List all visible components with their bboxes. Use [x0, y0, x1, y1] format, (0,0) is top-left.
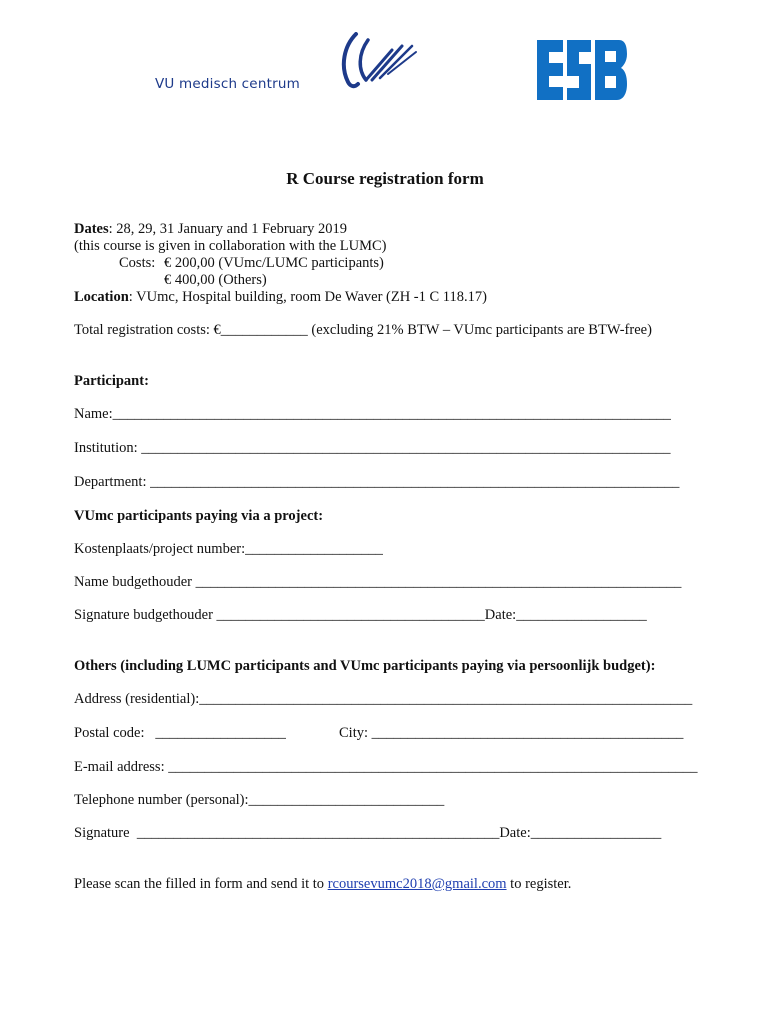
city-field[interactable]: City: ___________________________________________ [339, 725, 684, 741]
cost-others: € 400,00 (Others) [164, 272, 267, 288]
location-value: : VUmc, Hospital building, room De Waver (ZH -1 C 118.17) [128, 289, 487, 305]
dates-line [74, 221, 347, 238]
dates-label: Dates [74, 221, 109, 237]
budgethouder-field[interactable]: Name budgethouder ___________________________________________________________________ [74, 574, 682, 590]
vumc-heading: VUmc participants paying via a project: [74, 508, 324, 524]
email-field[interactable]: E-mail address: _________________________________________________________________________ [74, 759, 698, 775]
dates-value: : 28, 29, 31 January and 1 February 2019 [108, 221, 348, 237]
telephone-field[interactable]: Telephone number (personal):___________________________ [74, 792, 445, 808]
email-link[interactable]: rcoursevumc2018@gmail.com [327, 876, 507, 892]
vu-logo-mark [336, 32, 418, 97]
address-field[interactable]: Address (residential):____________________________________________________________________ [74, 691, 693, 707]
footer-text-after: to register. [506, 876, 572, 892]
collab-note: (this course is given in collaboration with the LUMC) [74, 238, 387, 254]
kostenplaats-field[interactable]: Kostenplaats/project number:___________________ [74, 541, 383, 557]
vu-logo-text: VU medisch centrum [155, 76, 300, 92]
budgethouder-signature-field[interactable]: Signature budgethouder _____________________________________Date:__________________ [74, 607, 647, 623]
location-label: Location [74, 289, 129, 305]
institution-field[interactable]: Institution: _________________________________________________________________________ [74, 440, 671, 456]
footer-instruction [74, 876, 571, 893]
department-field[interactable]: Department: _________________________________________________________________________ [74, 474, 680, 490]
cost-vumc-lumc: € 200,00 (VUmc/LUMC participants) [164, 255, 384, 271]
participant-heading: Participant: [74, 373, 149, 389]
footer-text-before: Please scan the filled in form and send it to [74, 876, 328, 892]
esb-logo [535, 38, 629, 107]
total-costs-field[interactable]: Total registration costs: €____________ (excluding 21% BTW – VUmc participants are BTW-free) [74, 322, 652, 338]
name-field[interactable]: Name:_____________________________________________________________________________ [74, 406, 671, 422]
postal-code-field[interactable]: Postal code: __________________ [74, 725, 286, 741]
others-signature-field[interactable]: Signature __________________________________________________Date:__________________ [74, 825, 662, 841]
others-heading: Others (including LUMC participants and VUmc participants paying via persoonlijk budget): [74, 658, 656, 674]
location-line [74, 289, 487, 306]
costs-label: Costs: [119, 255, 156, 271]
form-title: R Course registration form [286, 169, 484, 188]
